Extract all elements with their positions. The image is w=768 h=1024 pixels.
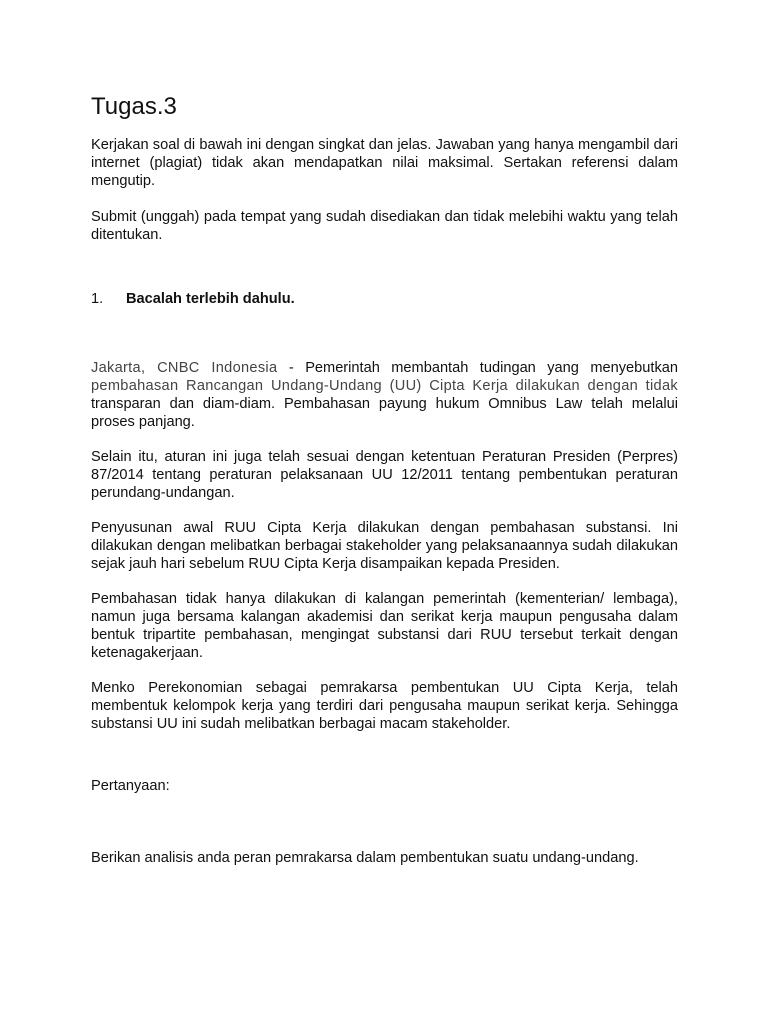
article-paragraph-1 bbox=[91, 359, 678, 431]
article-dash: - bbox=[277, 360, 306, 376]
article-p1-part2: transparan dan diam-diam. Pembahasan payung hukum Omnibus Law telah melalui proses panjang. bbox=[91, 396, 678, 430]
document-title: Tugas.3 bbox=[91, 93, 177, 120]
article-paragraph-4: Pembahasan tidak hanya dilakukan di kalangan pemerintah (kementerian/ lembaga), namun juga bersama kalangan akademisi dan serikat kerja maupun pengusaha dalam bentuk tripartite pembahasan, mengingat substansi dari RUU tersebut terkait dengan ketenagakerjaan. bbox=[91, 591, 678, 661]
numbered-item bbox=[91, 290, 678, 308]
article-paragraph-3: Penyusunan awal RUU Cipta Kerja dilakukan dengan pembahasan substansi. Ini dilakukan dengan melibatkan berbagai stakeholder yang pelaksanaannya sudah dilakukan sejak jauh hari sebelum RUU Cipta Kerja disampaikan kepada Presiden. bbox=[91, 520, 678, 572]
item-number: 1. bbox=[91, 291, 104, 307]
article-paragraph-5: Menko Perekonomian sebagai pemrakarsa pembentukan UU Cipta Kerja, telah membentuk kelompok kerja yang terdiri dari pengusaha maupun serikat kerja. Sehingga substansi UU ini sudah melibatkan berbagai macam stakeholder. bbox=[91, 680, 678, 732]
article-paragraph-2: Selain itu, aturan ini juga telah sesuai dengan ketentuan Peraturan Presiden (Perpres) 87/2014 tentang peraturan pelaksanaan UU 12/2011 tentang pembentukan peraturan perundang-undangan. bbox=[91, 449, 678, 501]
instructions-paragraph: Kerjakan soal di bawah ini dengan singkat dan jelas. Jawaban yang hanya mengambil dari internet (plagiat) tidak akan mendapatkan nilai maksimal. Sertakan referensi dalam mengutip. bbox=[91, 137, 678, 189]
article-p1-part1: Pemerintah membantah tudingan yang menyebutkan bbox=[305, 360, 678, 376]
item-heading: Bacalah terlebih dahulu. bbox=[126, 291, 295, 307]
submit-note-paragraph: Submit (unggah) pada tempat yang sudah disediakan dan tidak melebihi waktu yang telah ditentukan. bbox=[91, 209, 678, 243]
document-body bbox=[91, 92, 678, 867]
article-source: Jakarta, CNBC Indonesia bbox=[91, 360, 278, 376]
article-p1-thin: pembahasan Rancangan Undang-Undang (UU) Cipta Kerja dilakukan dengan tidak bbox=[91, 378, 678, 394]
question-text: Berikan analisis anda peran pemrakarsa dalam pembentukan suatu undang-undang. bbox=[91, 850, 639, 866]
question-label: Pertanyaan: bbox=[91, 778, 170, 794]
